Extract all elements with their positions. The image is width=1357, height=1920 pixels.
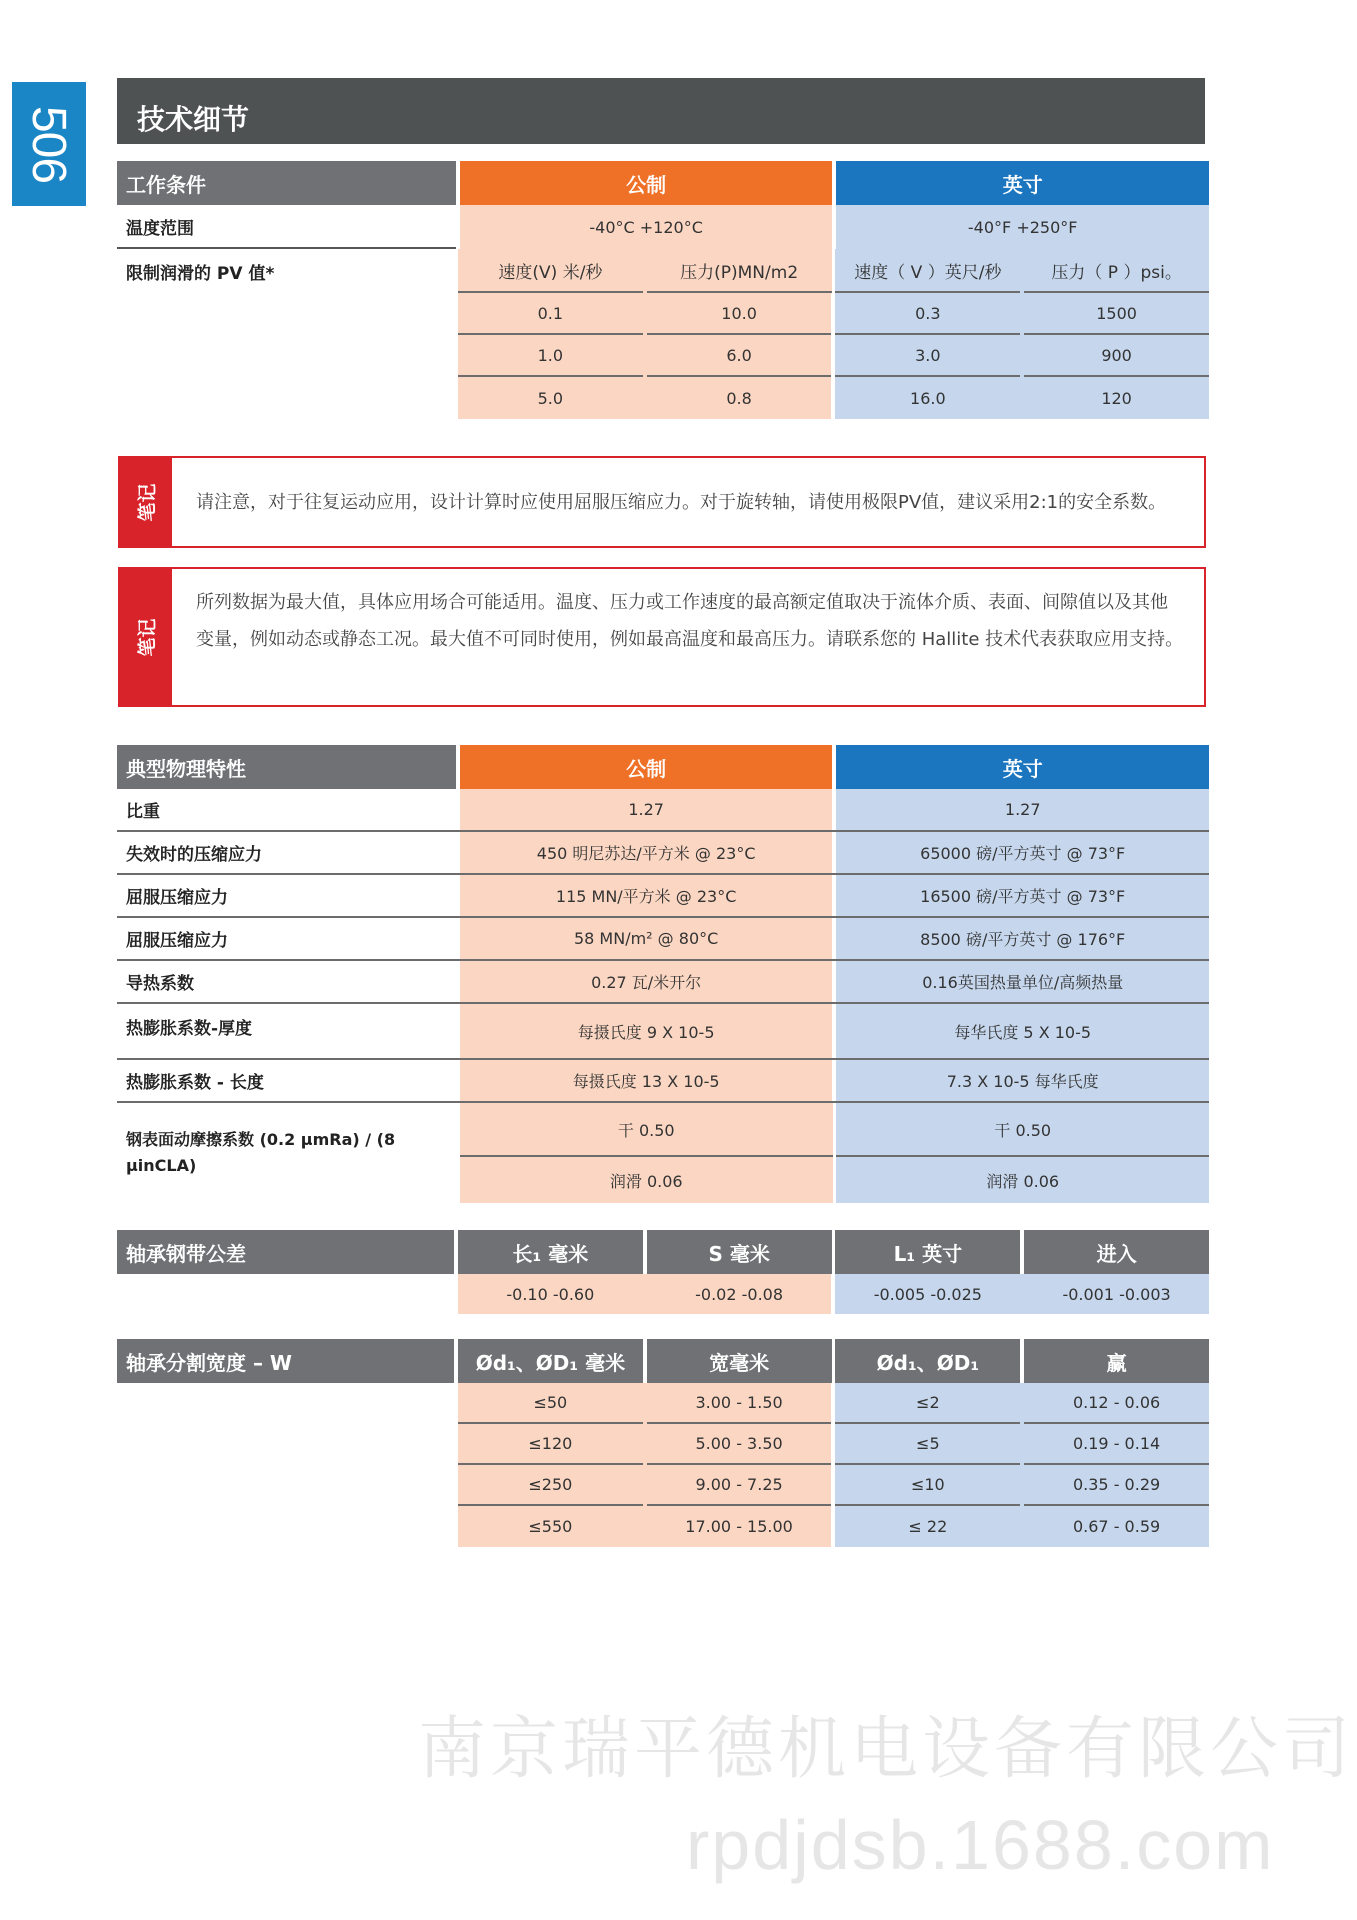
table-cell: 3.0 (835, 335, 1020, 377)
page-number-tab (12, 82, 86, 206)
table-row: ≤50 3.00 - 1.50 ≤2 0.12 - 0.06 (117, 1383, 1209, 1424)
working-conditions-table (117, 161, 1209, 419)
table-cell: 0.8 (647, 377, 832, 419)
note-tag: 笔记 (120, 458, 172, 546)
working-conditions-header: 工作条件 (117, 161, 456, 205)
table-cell: 120 (1024, 377, 1209, 419)
table-cell: 900 (1024, 335, 1209, 377)
table-row: 屈服压缩应力 58 MN/m² @ 80°C 8500 磅/平方英寸 @ 176°F (117, 918, 1209, 961)
note-box (118, 567, 1206, 707)
strip-tolerance-header: 轴承钢带公差 (117, 1230, 454, 1274)
table-row: 导热系数 0.27 瓦/米开尔 0.16英国热量单位/高频热量 (117, 961, 1209, 1004)
table-row: 热膨胀系数 - 长度 每摄氏度 13 X 10-5 7.3 X 10-5 每华氏度 (117, 1060, 1209, 1103)
table-cell: 5.0 (458, 377, 643, 419)
note-box (118, 456, 1206, 548)
metric-header: 公制 (460, 745, 833, 789)
imperial-header: 英寸 (836, 745, 1209, 789)
table-row: 热膨胀系数-厚度 每摄氏度 9 X 10-5 每华氏度 5 X 10-5 (117, 1004, 1209, 1060)
table-row (117, 293, 1209, 335)
watermark-company: 南京瑞平德机电设备有限公司 (418, 1710, 1355, 1789)
table-cell: 1.0 (458, 335, 643, 377)
table-cell: 0.3 (835, 293, 1020, 335)
table-row: -0.10 -0.60 -0.02 -0.08 -0.005 -0.025 -0.001 -0.003 (117, 1274, 1209, 1314)
pv-col-header: 速度（ V ）英尺/秒 (835, 249, 1020, 293)
table-cell: 0.1 (458, 293, 643, 335)
friction-row: 钢表面动摩擦系数 (0.2 µmRa) / (8 µinCLA) 干 0.50 润滑 0.06 干 0.50 润滑 0.06 (117, 1103, 1209, 1203)
table-row: 屈服压缩应力 115 MN/平方米 @ 23°C 16500 磅/平方英寸 @ 73°F (117, 875, 1209, 918)
metric-header: 公制 (460, 161, 833, 205)
pv-label: 限制润滑的 PV 值* (126, 264, 275, 284)
pv-col-header: 速度(V) 米/秒 (458, 249, 643, 293)
table-cell: 16.0 (835, 377, 1020, 419)
note-tag: 笔记 (120, 569, 172, 705)
temperature-imperial: -40°F +250°F (836, 205, 1209, 249)
split-width-header: 轴承分割宽度 – W (117, 1339, 454, 1383)
table-row (117, 335, 1209, 377)
pv-col-header: 压力(P)MN/m2 (647, 249, 832, 293)
note-text: 所列数据为最大值，具体应用场合可能适用。温度、压力或工作速度的最高额定值取决于流体介质、表面、间隙值以及其他变量，例如动态或静态工况。最大值不可同时使用，例如最高温度和最高压力。请联系您的 Hallite 技术代表获取应用支持。 (196, 592, 1184, 650)
pv-col-header: 压力（ P ）psi。 (1024, 249, 1209, 293)
table-row: 失效时的压缩应力 450 明尼苏达/平方米 @ 23°C 65000 磅/平方英寸 @ 73°F (117, 832, 1209, 875)
table-cell: 1500 (1024, 293, 1209, 335)
table-row: ≤250 9.00 - 7.25 ≤10 0.35 - 0.29 (117, 1465, 1209, 1506)
page-number: 506 (22, 105, 76, 183)
physical-properties-table (117, 745, 1209, 1203)
physical-properties-header: 典型物理特性 (117, 745, 456, 789)
temperature-metric: -40°C +120°C (460, 205, 833, 249)
imperial-header: 英寸 (836, 161, 1209, 205)
strip-tolerance-table: 轴承钢带公差 长₁ 毫米 S 毫米 L₁ 英寸 进入 -0.10 -0.60 -0.02 -0.08 -0.005 -0.025 -0.001 -0.003 (117, 1230, 1209, 1314)
table-row: ≤550 17.00 - 15.00 ≤ 22 0.67 - 0.59 (117, 1506, 1209, 1547)
page-title: 技术细节 (117, 78, 1205, 144)
table-cell: 10.0 (647, 293, 832, 335)
note-text: 请注意，对于往复运动应用，设计计算时应使用屈服压缩应力。对于旋转轴，请使用极限PV值，建议采用2:1的安全系数。 (196, 492, 1167, 513)
watermark-url: rpdjdsb.1688.com (686, 1806, 1275, 1884)
split-width-table: 轴承分割宽度 – W Ød₁、ØD₁ 毫米 宽毫米 Ød₁、ØD₁ 赢 ≤50 3.00 - 1.50 ≤2 0.12 - 0.06 ≤120 5.00 - 3.50 ≤5 0.19 - 0.14 ≤250 9.00 - 7.25 ≤10 0.35 - 0.29 ≤550 17.00 - 15.00 ≤ 22 0.67 - 0.59 (117, 1339, 1209, 1547)
table-row: 比重 1.27 1.27 (117, 789, 1209, 832)
table-cell: 6.0 (647, 335, 832, 377)
temperature-label: 温度范围 (117, 205, 456, 249)
table-row (117, 377, 1209, 419)
table-row: ≤120 5.00 - 3.50 ≤5 0.19 - 0.14 (117, 1424, 1209, 1465)
